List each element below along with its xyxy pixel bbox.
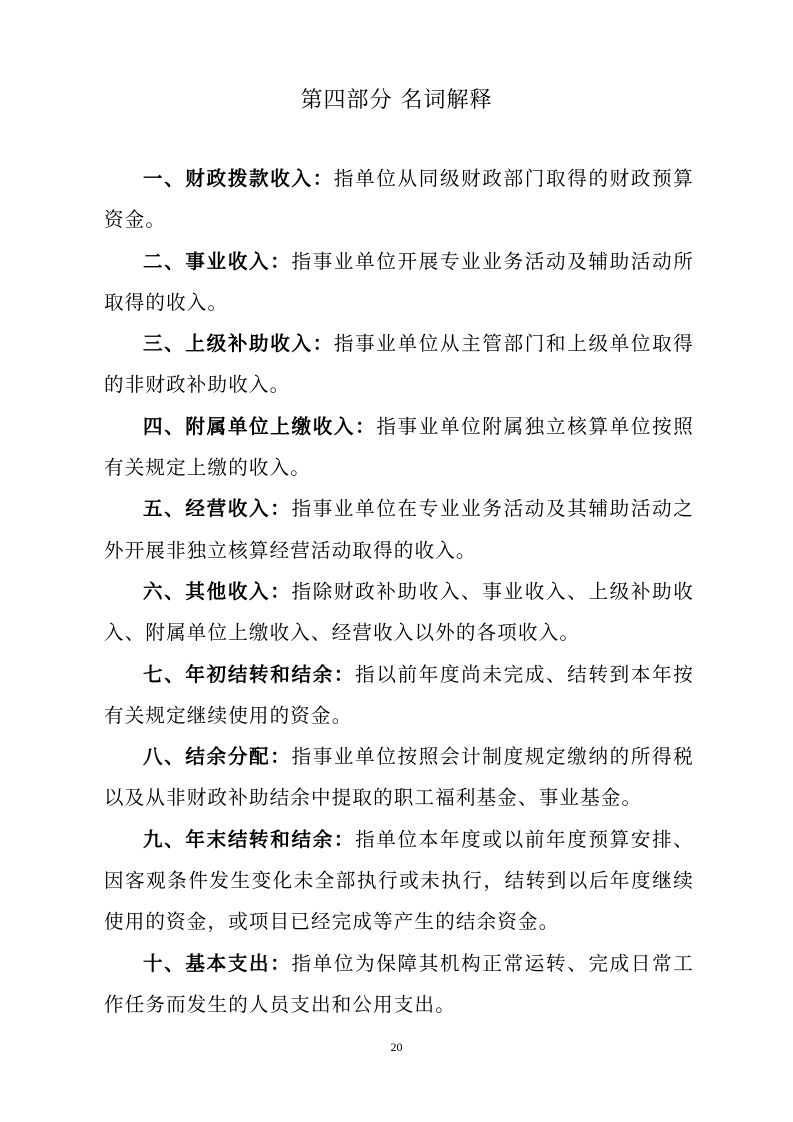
term-definition: 指事业单位按照会计制度规定缴纳的所得税以及从非财政补助结余中提取的职工福利基金、事业基金。: [104, 745, 694, 810]
term-label: 七、年初结转和结余：: [143, 662, 356, 686]
term-paragraph: [104, 158, 694, 241]
term-definition: 指事业单位附属独立核算单位按照有关规定上缴的收入。: [104, 414, 694, 480]
term-label: 六、其他收入：: [143, 579, 292, 603]
term-paragraph: [104, 654, 694, 737]
term-definition: 指事业单位在专业业务活动及其辅助活动之外开展非独立核算经营活动取得的收入。: [104, 497, 694, 562]
term-label: 四、附属单位上缴收入：: [143, 414, 377, 438]
term-label: 三、上级补助收入：: [143, 332, 334, 356]
term-definition: 指单位为保障其机构正常运转、完成日常工作任务而发生的人员支出和公用支出。: [104, 951, 694, 1016]
term-definition: 指单位从同级财政部门取得的财政预算资金。: [104, 167, 694, 232]
term-paragraph: [104, 406, 694, 489]
term-definition: 指事业单位从主管部门和上级单位取得的非财政补助收入。: [104, 332, 694, 397]
term-label: 十、基本支出：: [143, 951, 292, 975]
term-label: 五、经营收入：: [143, 497, 292, 521]
term-paragraph: [104, 819, 694, 943]
page-number: 20: [390, 1040, 403, 1054]
term-definition: 指除财政补助收入、事业收入、上级补助收入、附属单位上缴收入、经营收入以外的各项收入。: [104, 579, 694, 645]
page-title: 第四部分 名词解释: [300, 88, 493, 113]
term-paragraph: [104, 488, 694, 571]
term-label: 八、结余分配：: [143, 745, 292, 769]
term-paragraph: [104, 241, 694, 324]
term-paragraph: [104, 323, 694, 406]
term-definition: 指单位本年度或以前年度预算安排、因客观条件发生变化未全部执行或未执行，结转到以后年度继续使用的资金，或项目已经完成等产生的结余资金。: [104, 827, 694, 934]
terms-list: [104, 158, 694, 1025]
term-paragraph: [104, 571, 694, 654]
term-paragraph: [104, 736, 694, 819]
term-paragraph: [104, 943, 694, 1026]
term-label: 一、财政拨款收入：: [143, 167, 334, 190]
term-definition: 指以前年度尚未完成、结转到本年按有关规定继续使用的资金。: [104, 662, 694, 727]
term-definition: 指事业单位开展专业业务活动及辅助活动所取得的收入。: [104, 249, 694, 314]
term-label: 九、年末结转和结余：: [143, 827, 356, 851]
term-label: 二、事业收入：: [143, 249, 292, 273]
